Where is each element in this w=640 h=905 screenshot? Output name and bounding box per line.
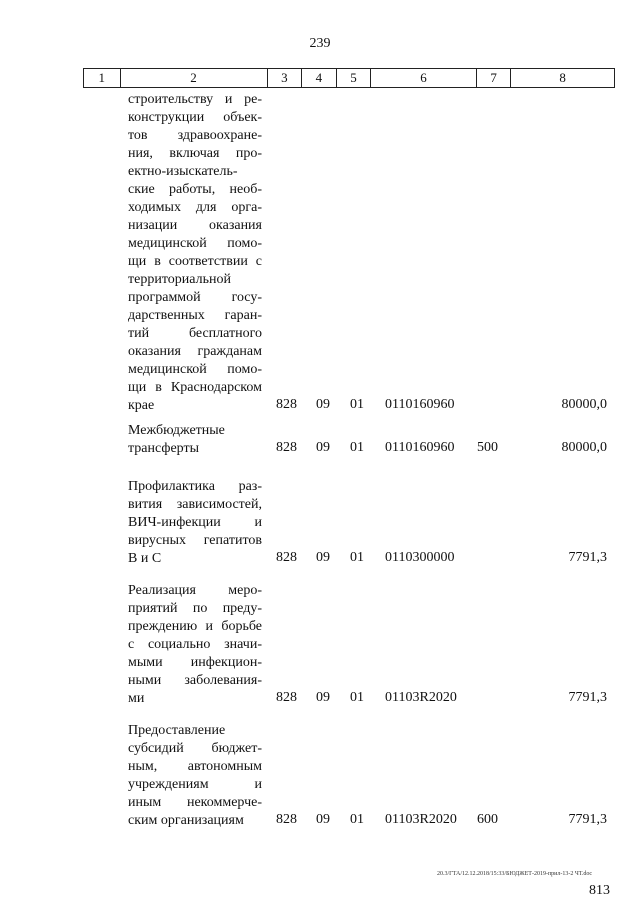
description-line: Профилактика раз-: [128, 479, 262, 494]
row-description: [128, 422, 262, 458]
amount: 80000,0: [561, 440, 607, 455]
description-line: ектно-изыскатель-: [128, 164, 238, 179]
description-line: программой госу-: [128, 290, 262, 305]
description-line: медицинской помо-: [128, 362, 262, 377]
description-line: вития зависимостей,: [128, 497, 262, 512]
description-line: с социально значи-: [128, 637, 262, 652]
description-line: ным, автономным: [128, 759, 262, 774]
description-line: территориальной: [128, 272, 231, 287]
section-code: 09: [316, 397, 330, 412]
description-line: субсидий бюджет-: [128, 741, 262, 756]
description-line: тий бесплатного: [128, 326, 262, 341]
description-line: мыми инфекцион-: [128, 655, 262, 670]
target-article-code: 0110300000: [385, 550, 455, 565]
section-code: 09: [316, 550, 330, 565]
column-header-6: 6: [371, 69, 477, 87]
subsection-code: 01: [350, 690, 364, 705]
page-number: 239: [309, 36, 331, 51]
description-line: учреждениям и: [128, 777, 262, 792]
description-line: Межбюджетные: [128, 423, 225, 438]
description-line: вирусных гепатитов: [128, 533, 262, 548]
section-code: 09: [316, 812, 330, 827]
department-code: 828: [276, 812, 297, 827]
expense-type-code: 500: [477, 440, 498, 455]
footer-file-note: 20.3/ГТА/12.12.2018/15:33/БЮДЖЕТ-2019-прил-13-2 ЧТ.doc: [437, 871, 592, 877]
target-article-code: 0110160960: [385, 397, 455, 412]
description-line: низации оказания: [128, 218, 262, 233]
column-header-3: 3: [268, 69, 303, 87]
description-line: преждению и борьбе: [128, 619, 262, 634]
description-line: дарственных гаран-: [128, 308, 262, 323]
department-code: 828: [276, 440, 297, 455]
row-description: [128, 582, 262, 708]
amount: 80000,0: [561, 397, 607, 412]
row-description: [128, 722, 262, 830]
description-line: ния, включая про-: [128, 146, 262, 161]
department-code: 828: [276, 690, 297, 705]
row-description: [128, 478, 262, 568]
description-line: приятий по преду-: [128, 601, 262, 616]
section-code: 09: [316, 440, 330, 455]
subsection-code: 01: [350, 397, 364, 412]
sheet-number: 813: [589, 883, 610, 898]
description-line: щи в Краснодарском: [128, 380, 262, 395]
description-line: иным некоммерче-: [128, 795, 262, 810]
column-header-7: 7: [477, 69, 512, 87]
description-line: строительству и ре-: [128, 92, 262, 107]
description-line: ВИЧ-инфекции и: [128, 515, 262, 530]
description-line: ными заболевания-: [128, 673, 262, 688]
target-article-code: 01103R2020: [385, 812, 457, 827]
section-code: 09: [316, 690, 330, 705]
column-header-1: 1: [84, 69, 121, 87]
table-header-row: [83, 68, 615, 88]
subsection-code: 01: [350, 550, 364, 565]
subsection-code: 01: [350, 812, 364, 827]
description-line: В и С: [128, 551, 162, 566]
description-line: ми: [128, 691, 145, 706]
description-line: медицинской помо-: [128, 236, 262, 251]
column-header-8: 8: [559, 70, 566, 85]
column-header-4: 4: [302, 69, 337, 87]
column-header-2: 2: [121, 69, 268, 87]
description-line: тов здравоохране-: [128, 128, 262, 143]
description-line: ским организациям: [128, 813, 244, 828]
department-code: 828: [276, 397, 297, 412]
target-article-code: 0110160960: [385, 440, 455, 455]
amount: 7791,3: [568, 812, 607, 827]
amount: 7791,3: [568, 690, 607, 705]
column-header-5: 5: [337, 69, 372, 87]
description-line: Предоставление: [128, 723, 226, 738]
description-line: ходимых для орга-: [128, 200, 262, 215]
target-article-code: 01103R2020: [385, 690, 457, 705]
row-description: [128, 91, 262, 415]
expense-type-code: 600: [477, 812, 498, 827]
subsection-code: 01: [350, 440, 364, 455]
description-line: конструкции объек-: [128, 110, 262, 125]
department-code: 828: [276, 550, 297, 565]
amount: 7791,3: [568, 550, 607, 565]
description-line: крае: [128, 398, 155, 413]
description-line: ские работы, необ-: [128, 182, 262, 197]
description-line: трансферты: [128, 441, 200, 456]
description-line: оказания гражданам: [128, 344, 262, 359]
description-line: Реализация меро-: [128, 583, 262, 598]
description-line: щи в соответствии с: [128, 254, 262, 269]
